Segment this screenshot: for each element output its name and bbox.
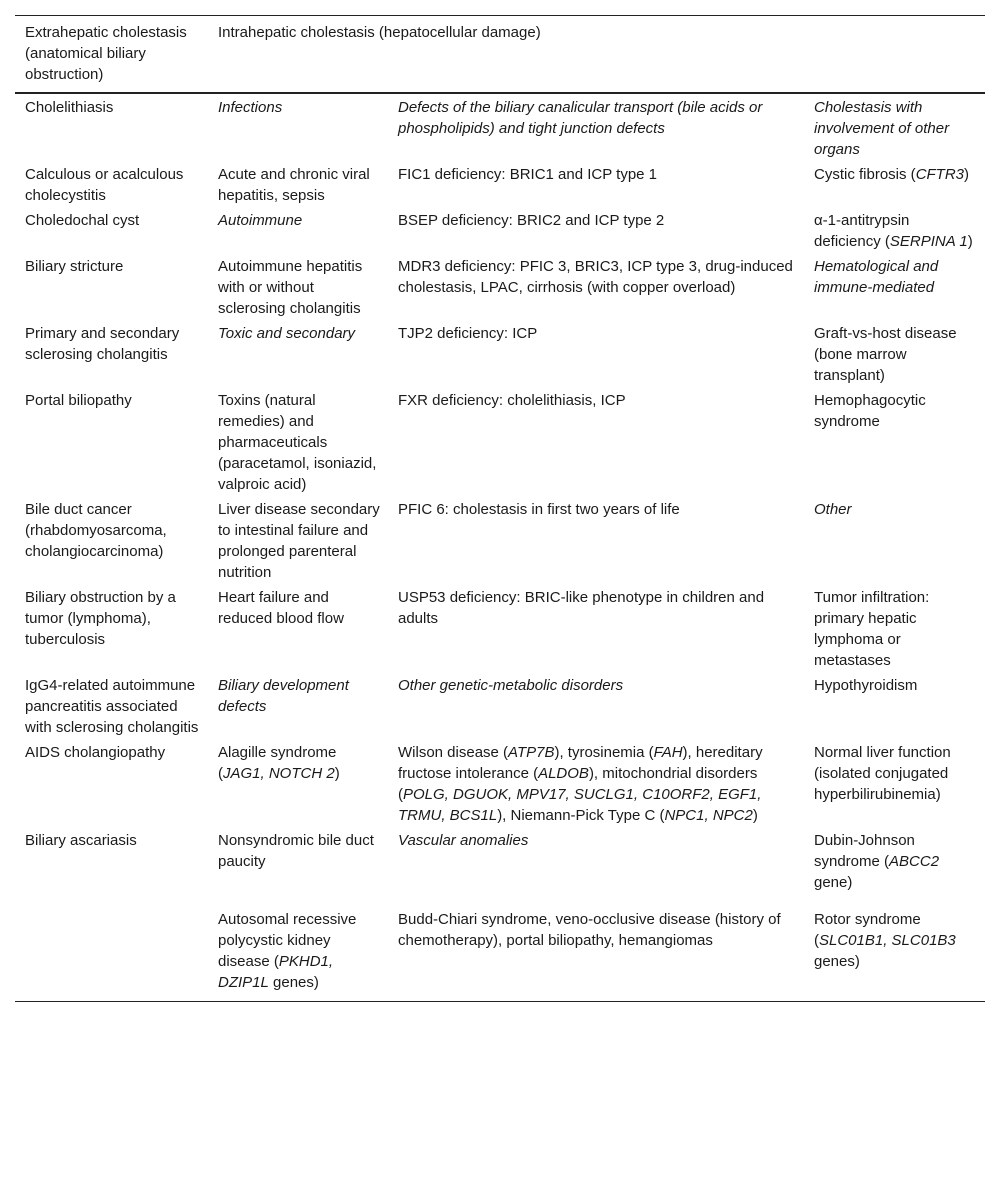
gene-name: JAG1, NOTCH 2 xyxy=(223,765,335,782)
cell-extrahepatic xyxy=(15,907,208,1002)
text: genes) xyxy=(268,974,319,991)
spacer-cell xyxy=(15,895,985,907)
cell-extrahepatic: Portal biliopathy xyxy=(25,392,132,409)
table-row xyxy=(15,321,985,388)
cell-other xyxy=(804,208,985,254)
cell-extrahepatic: Biliary ascariasis xyxy=(25,832,137,849)
cell-other: Graft-vs-host disease (bone marrow transplant) xyxy=(814,325,957,384)
header-intrahepatic: Intrahepatic cholestasis (hepatocellular damage) xyxy=(208,16,985,94)
gene-name: SERPINA 1 xyxy=(889,233,968,250)
table-row xyxy=(15,93,985,162)
cell-other: Normal liver function (isolated conjugated hyperbilirubinemia) xyxy=(814,744,951,803)
gene-name: NPC1, NPC2 xyxy=(664,807,753,824)
text: ), tyrosinemia ( xyxy=(554,744,654,761)
category-autoimmune: Autoimmune xyxy=(218,212,303,229)
cell-extrahepatic: Choledochal cyst xyxy=(25,212,140,229)
cell-extrahepatic: Calculous or acalculous cholecystitis xyxy=(25,166,184,204)
cell-extrahepatic: Biliary obstruction by a tumor (lymphoma), tuberculosis xyxy=(25,589,176,648)
category-vascular: Vascular anomalies xyxy=(398,832,529,849)
cell-other: Hemophagocytic syndrome xyxy=(814,392,926,430)
table-row xyxy=(15,388,985,497)
cell-genetic xyxy=(388,740,804,828)
table-row xyxy=(15,254,985,321)
gene-name: CFTR3 xyxy=(915,166,965,183)
cell-other: Tumor infiltration: primary hepatic lymphoma or metastases xyxy=(814,589,930,669)
table xyxy=(15,15,985,1002)
table-row xyxy=(15,673,985,740)
text: ) xyxy=(334,765,340,782)
category-other: Other xyxy=(814,501,852,518)
cell-genetic: USP53 deficiency: BRIC-like phenotype in children and adults xyxy=(398,589,765,627)
cell-other: Hypothyroidism xyxy=(814,677,918,694)
cell-genetic: FXR deficiency: cholelithiasis, ICP xyxy=(398,392,626,409)
text: ), hereditary fructose intolerance ( xyxy=(398,744,763,782)
gene-name: ALDOB xyxy=(538,765,589,782)
cell-genetic: Budd-Chiari syndrome, veno-occlusive disease (history of chemotherapy), portal biliopathy, hemangiomas xyxy=(388,907,804,1002)
table-row xyxy=(15,907,985,1002)
row-spacer xyxy=(15,895,985,907)
cell-genetic: FIC1 deficiency: BRIC1 and ICP type 1 xyxy=(398,166,658,183)
table-row xyxy=(15,740,985,828)
text: ), mitochondrial disorders ( xyxy=(398,765,758,803)
text: Autosomal recessive polycystic kidney disease ( xyxy=(218,911,357,970)
cell-intrahepatic: Toxins (natural remedies) and pharmaceuticals (paracetamol, isoniazid, valproic acid) xyxy=(218,392,377,493)
header-extrahepatic: Extrahepatic cholestasis (anatomical biliary obstruction) xyxy=(15,16,208,94)
text: Dubin-Johnson syndrome ( xyxy=(814,832,915,870)
text: ) xyxy=(964,166,970,183)
cell-intrahepatic: Autoimmune hepatitis with or without sclerosing cholangitis xyxy=(218,258,363,317)
category-biliary-development: Biliary development defects xyxy=(218,677,349,715)
category-transport-defects: Defects of the biliary canalicular transport (bile acids or phospholipids) and tight junction defects xyxy=(398,99,763,137)
gene-name: FAH xyxy=(653,744,683,761)
cell-intrahepatic: Heart failure and reduced blood flow xyxy=(218,589,344,627)
cell-genetic: BSEP deficiency: BRIC2 and ICP type 2 xyxy=(398,212,665,229)
cell-extrahepatic: AIDS cholangiopathy xyxy=(25,744,166,761)
gene-name: ABCC2 xyxy=(889,853,940,870)
cell-extrahepatic: IgG4-related autoimmune pancreatitis associated with sclerosing cholangitis xyxy=(25,677,199,736)
text: Alagille syndrome ( xyxy=(218,744,337,782)
category-toxic: Toxic and secondary xyxy=(218,325,356,342)
table-row xyxy=(15,162,985,208)
table-row xyxy=(15,497,985,585)
gene-name: ATP7B xyxy=(508,744,555,761)
text: ) xyxy=(967,233,973,250)
header-row xyxy=(15,16,985,94)
table-row xyxy=(15,208,985,254)
cholestasis-classification-table xyxy=(15,15,985,1002)
cell-intrahepatic: Liver disease secondary to intestinal failure and prolonged parenteral nutrition xyxy=(218,501,380,581)
cell-extrahepatic: Bile duct cancer (rhabdomyosarcoma, cholangiocarcinoma) xyxy=(25,501,167,560)
text: Cystic fibrosis ( xyxy=(814,166,916,183)
text: Wilson disease ( xyxy=(398,744,509,761)
text: ), Niemann-Pick Type C ( xyxy=(497,807,665,824)
text: α-1-antitrypsin deficiency ( xyxy=(814,212,910,250)
cell-genetic: MDR3 deficiency: PFIC 3, BRIC3, ICP type 3, drug-induced cholestasis, LPAC, cirrhosis (with copper overload) xyxy=(398,258,793,296)
cell-genetic: PFIC 6: cholestasis in first two years of life xyxy=(398,501,680,518)
category-other-organs: Cholestasis with involvement of other organs xyxy=(814,99,950,158)
category-genetic-metabolic: Other genetic-metabolic disorders xyxy=(398,677,624,694)
gene-name: POLG, DGUOK, MPV17, SUCLG1, C10ORF2, EGF1, TRMU, BCS1L xyxy=(398,786,762,824)
table-row xyxy=(15,828,985,895)
table-row xyxy=(15,585,985,673)
cell-extrahepatic: Cholelithiasis xyxy=(25,99,114,116)
gene-name: SLC01B1, SLC01B3 xyxy=(819,932,956,949)
text: ) xyxy=(752,807,758,824)
cell-genetic: TJP2 deficiency: ICP xyxy=(398,325,538,342)
cell-other xyxy=(804,907,985,1002)
gene-name: PKHD1, DZIP1L xyxy=(218,953,334,991)
cell-other xyxy=(804,162,985,208)
cell-extrahepatic: Biliary stricture xyxy=(25,258,124,275)
cell-intrahepatic: Acute and chronic viral hepatitis, sepsis xyxy=(218,166,370,204)
cell-intrahepatic xyxy=(208,907,388,1002)
text: genes) xyxy=(814,953,860,970)
cell-extrahepatic: Primary and secondary sclerosing cholangitis xyxy=(25,325,180,363)
category-infections: Infections xyxy=(218,99,283,116)
category-hematological: Hematological and immune-mediated xyxy=(814,258,939,296)
cell-intrahepatic xyxy=(208,740,388,828)
text: Rotor syndrome ( xyxy=(814,911,921,949)
cell-intrahepatic: Nonsyndromic bile duct paucity xyxy=(218,832,374,870)
cell-other xyxy=(804,828,985,895)
text: gene) xyxy=(814,874,853,891)
